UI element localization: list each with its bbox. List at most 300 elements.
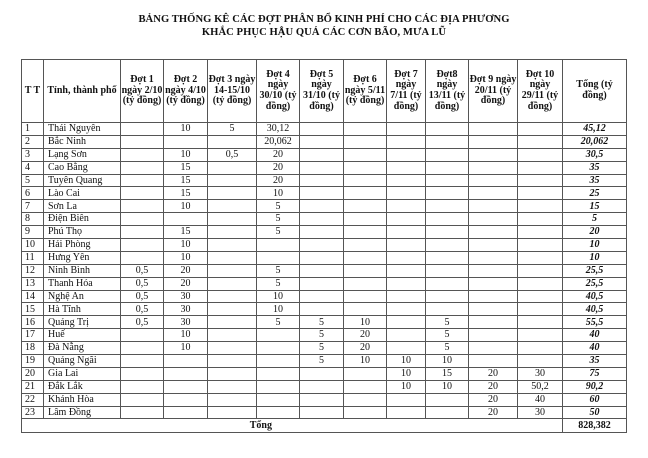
header-row (22, 60, 627, 123)
allocation-d3 (208, 187, 257, 200)
allocation-d9 (469, 226, 518, 239)
allocation-d4: 30,12 (257, 123, 300, 136)
row-number: 7 (22, 200, 44, 213)
allocation-d2: 30 (164, 316, 208, 329)
allocation-d7 (387, 174, 426, 187)
table-row (22, 200, 627, 213)
allocation-d6 (344, 135, 387, 148)
allocation-d7 (387, 161, 426, 174)
allocation-d6 (344, 174, 387, 187)
header-d9: Đợt 9 ngày 20/11 (tỷ đồng) (469, 60, 518, 123)
header-province: Tỉnh, thành phố (44, 60, 121, 123)
allocation-d10 (518, 226, 563, 239)
header-d5: Đợt 5 ngày 31/10 (tỷ đồng) (300, 60, 344, 123)
allocation-d9 (469, 342, 518, 355)
allocation-d2: 15 (164, 226, 208, 239)
allocation-d3 (208, 303, 257, 316)
table-row (22, 329, 627, 342)
allocation-d10 (518, 329, 563, 342)
province-name: Ninh Bình (44, 264, 121, 277)
row-number: 20 (22, 367, 44, 380)
province-name: Quảng Ngãi (44, 355, 121, 368)
allocation-d4: 20,062 (257, 135, 300, 148)
allocation-d3 (208, 200, 257, 213)
province-name: Thái Nguyên (44, 123, 121, 136)
allocation-d9: 20 (469, 380, 518, 393)
allocation-d3 (208, 406, 257, 419)
allocation-d4: 5 (257, 226, 300, 239)
row-total: 75 (563, 367, 627, 380)
table-row (22, 135, 627, 148)
allocation-d2 (164, 367, 208, 380)
allocation-d6 (344, 123, 387, 136)
row-number: 17 (22, 329, 44, 342)
province-name: Lào Cai (44, 187, 121, 200)
allocation-d7 (387, 226, 426, 239)
allocation-d5: 5 (300, 342, 344, 355)
allocation-d3 (208, 355, 257, 368)
allocation-d7 (387, 239, 426, 252)
province-name: Huế (44, 329, 121, 342)
allocation-d2: 10 (164, 342, 208, 355)
allocation-d5 (300, 161, 344, 174)
table-row (22, 148, 627, 161)
allocation-d10: 50,2 (518, 380, 563, 393)
allocation-d5 (300, 406, 344, 419)
allocation-d9 (469, 303, 518, 316)
table-row (22, 303, 627, 316)
allocation-d10 (518, 277, 563, 290)
row-number: 21 (22, 380, 44, 393)
table-row (22, 393, 627, 406)
row-total: 20 (563, 226, 627, 239)
allocation-d8 (426, 161, 469, 174)
allocation-d10 (518, 264, 563, 277)
allocation-d9 (469, 123, 518, 136)
allocation-d5: 5 (300, 329, 344, 342)
allocation-d7 (387, 135, 426, 148)
allocation-d8: 5 (426, 342, 469, 355)
province-name: Lâm Đồng (44, 406, 121, 419)
allocation-d9: 20 (469, 367, 518, 380)
row-total: 35 (563, 161, 627, 174)
allocation-d5 (300, 251, 344, 264)
row-number: 8 (22, 213, 44, 226)
allocation-d3 (208, 264, 257, 277)
allocation-d5 (300, 123, 344, 136)
allocation-d3 (208, 213, 257, 226)
allocation-d7 (387, 187, 426, 200)
allocation-d4 (257, 380, 300, 393)
allocation-d5 (300, 264, 344, 277)
allocation-d2: 10 (164, 239, 208, 252)
allocation-d2: 20 (164, 277, 208, 290)
allocation-d6 (344, 239, 387, 252)
allocation-d7: 10 (387, 355, 426, 368)
header-d4: Đợt 4 ngày 30/10 (tỷ đồng) (257, 60, 300, 123)
table-row (22, 316, 627, 329)
allocation-d6 (344, 187, 387, 200)
province-name: Nghệ An (44, 290, 121, 303)
allocation-d9 (469, 355, 518, 368)
allocation-d2: 10 (164, 329, 208, 342)
row-total: 50 (563, 406, 627, 419)
allocation-d1 (121, 135, 164, 148)
allocation-d6: 20 (344, 329, 387, 342)
row-number: 22 (22, 393, 44, 406)
row-total: 15 (563, 200, 627, 213)
allocation-d8 (426, 213, 469, 226)
table-row (22, 226, 627, 239)
row-number: 1 (22, 123, 44, 136)
allocation-d3 (208, 174, 257, 187)
allocation-d7: 10 (387, 380, 426, 393)
allocation-d8: 10 (426, 355, 469, 368)
allocation-d1 (121, 380, 164, 393)
allocation-d6 (344, 367, 387, 380)
allocation-d10 (518, 200, 563, 213)
row-total: 5 (563, 213, 627, 226)
row-number: 23 (22, 406, 44, 419)
allocation-d2: 30 (164, 303, 208, 316)
summary-label: Tổng (22, 419, 563, 433)
row-total: 55,5 (563, 316, 627, 329)
allocation-d2 (164, 213, 208, 226)
allocation-d2: 10 (164, 251, 208, 264)
allocation-d10 (518, 239, 563, 252)
allocation-d6 (344, 380, 387, 393)
province-name: Đà Nẵng (44, 342, 121, 355)
allocation-d1: 0,5 (121, 277, 164, 290)
row-total: 25,5 (563, 264, 627, 277)
row-total: 20,062 (563, 135, 627, 148)
row-number: 3 (22, 148, 44, 161)
table-row (22, 406, 627, 419)
table-row (22, 355, 627, 368)
allocation-d10 (518, 174, 563, 187)
allocation-d10 (518, 290, 563, 303)
allocation-d2 (164, 406, 208, 419)
allocation-d4 (257, 367, 300, 380)
allocation-d5 (300, 135, 344, 148)
allocation-d4: 5 (257, 277, 300, 290)
row-total: 40 (563, 329, 627, 342)
allocation-d10 (518, 123, 563, 136)
header-d2: Đợt 2 ngày 4/10 (tỷ đồng) (164, 60, 208, 123)
province-name: Lạng Sơn (44, 148, 121, 161)
header-total: Tổng (tỷ đồng) (563, 60, 627, 123)
allocation-d1 (121, 187, 164, 200)
allocation-d1 (121, 393, 164, 406)
allocation-d8 (426, 135, 469, 148)
province-name: Bắc Ninh (44, 135, 121, 148)
province-name: Cao Bằng (44, 161, 121, 174)
allocation-d9 (469, 264, 518, 277)
allocation-d9 (469, 329, 518, 342)
allocation-d5 (300, 290, 344, 303)
province-name: Phú Thọ (44, 226, 121, 239)
allocation-d4: 5 (257, 213, 300, 226)
allocation-d2: 10 (164, 148, 208, 161)
allocation-d9 (469, 213, 518, 226)
allocation-d10: 40 (518, 393, 563, 406)
allocation-d7 (387, 316, 426, 329)
table-row (22, 161, 627, 174)
table-row (22, 251, 627, 264)
allocation-d6: 10 (344, 316, 387, 329)
allocation-d4: 20 (257, 148, 300, 161)
allocation-d4 (257, 342, 300, 355)
province-name: Đắk Lắk (44, 380, 121, 393)
allocation-d5 (300, 277, 344, 290)
province-name: Hà Tĩnh (44, 303, 121, 316)
allocation-d1 (121, 251, 164, 264)
allocation-d8 (426, 200, 469, 213)
header-d6: Đợt 6 ngày 5/11 (tỷ đồng) (344, 60, 387, 123)
province-name: Điện Biên (44, 213, 121, 226)
row-total: 30,5 (563, 148, 627, 161)
allocation-d1: 0,5 (121, 264, 164, 277)
province-name: Khánh Hòa (44, 393, 121, 406)
allocation-d6 (344, 148, 387, 161)
allocation-d10: 30 (518, 367, 563, 380)
allocation-d10 (518, 161, 563, 174)
allocation-d6 (344, 303, 387, 316)
allocation-d8 (426, 187, 469, 200)
table-row (22, 264, 627, 277)
allocation-d4: 20 (257, 174, 300, 187)
allocation-d8 (426, 174, 469, 187)
allocation-d6 (344, 393, 387, 406)
allocation-d5 (300, 174, 344, 187)
allocation-d9 (469, 251, 518, 264)
allocation-d2: 15 (164, 161, 208, 174)
allocation-d3 (208, 342, 257, 355)
allocation-d7 (387, 200, 426, 213)
allocation-d7 (387, 123, 426, 136)
province-name: Tuyên Quang (44, 174, 121, 187)
table-row (22, 174, 627, 187)
allocation-d4: 10 (257, 290, 300, 303)
allocation-d8 (426, 290, 469, 303)
allocation-d9 (469, 290, 518, 303)
allocation-d8 (426, 277, 469, 290)
allocation-d10 (518, 303, 563, 316)
row-number: 13 (22, 277, 44, 290)
row-number: 19 (22, 355, 44, 368)
allocation-d7 (387, 393, 426, 406)
allocation-table (21, 59, 627, 433)
allocation-d10 (518, 148, 563, 161)
allocation-d1: 0,5 (121, 303, 164, 316)
row-total: 10 (563, 251, 627, 264)
allocation-d9 (469, 161, 518, 174)
allocation-d1 (121, 226, 164, 239)
allocation-d10 (518, 213, 563, 226)
allocation-d9 (469, 148, 518, 161)
allocation-d3 (208, 239, 257, 252)
allocation-d7 (387, 329, 426, 342)
allocation-d9 (469, 174, 518, 187)
allocation-d6 (344, 264, 387, 277)
allocation-d5 (300, 303, 344, 316)
allocation-d1 (121, 355, 164, 368)
allocation-d1 (121, 174, 164, 187)
allocation-d7 (387, 277, 426, 290)
row-number: 11 (22, 251, 44, 264)
allocation-d10 (518, 342, 563, 355)
allocation-d3 (208, 380, 257, 393)
allocation-d2 (164, 380, 208, 393)
row-number: 5 (22, 174, 44, 187)
allocation-d3 (208, 251, 257, 264)
table-row (22, 123, 627, 136)
allocation-d10 (518, 316, 563, 329)
allocation-d7: 10 (387, 367, 426, 380)
allocation-d5 (300, 226, 344, 239)
allocation-d7 (387, 406, 426, 419)
allocation-d2: 10 (164, 123, 208, 136)
header-d3: Đợt 3 ngày 14-15/10 (tỷ đồng) (208, 60, 257, 123)
allocation-d6 (344, 213, 387, 226)
row-number: 15 (22, 303, 44, 316)
allocation-d10 (518, 135, 563, 148)
allocation-d5: 5 (300, 355, 344, 368)
allocation-d4: 10 (257, 303, 300, 316)
allocation-d4 (257, 329, 300, 342)
row-total: 60 (563, 393, 627, 406)
allocation-d10: 30 (518, 406, 563, 419)
allocation-d9 (469, 239, 518, 252)
table-row (22, 342, 627, 355)
allocation-d4 (257, 355, 300, 368)
allocation-d9 (469, 316, 518, 329)
allocation-d7 (387, 251, 426, 264)
allocation-d2: 20 (164, 264, 208, 277)
allocation-d1: 0,5 (121, 290, 164, 303)
row-total: 10 (563, 239, 627, 252)
allocation-d2 (164, 393, 208, 406)
allocation-d6 (344, 277, 387, 290)
allocation-d5 (300, 393, 344, 406)
allocation-d8: 10 (426, 380, 469, 393)
row-total: 45,12 (563, 123, 627, 136)
allocation-d8 (426, 406, 469, 419)
allocation-d7 (387, 213, 426, 226)
allocation-d8 (426, 393, 469, 406)
allocation-d5 (300, 367, 344, 380)
allocation-d8 (426, 251, 469, 264)
allocation-d3 (208, 367, 257, 380)
table-row (22, 290, 627, 303)
table-row (22, 277, 627, 290)
allocation-d6 (344, 200, 387, 213)
allocation-d3 (208, 290, 257, 303)
allocation-d8: 5 (426, 329, 469, 342)
allocation-d1 (121, 213, 164, 226)
allocation-d8 (426, 148, 469, 161)
row-number: 12 (22, 264, 44, 277)
allocation-d5 (300, 380, 344, 393)
allocation-d4: 5 (257, 316, 300, 329)
allocation-d7 (387, 264, 426, 277)
row-total: 25,5 (563, 277, 627, 290)
row-total: 35 (563, 355, 627, 368)
allocation-d3 (208, 316, 257, 329)
row-total: 40,5 (563, 303, 627, 316)
allocation-d8 (426, 123, 469, 136)
allocation-d4 (257, 406, 300, 419)
allocation-d4: 20 (257, 161, 300, 174)
table-row (22, 213, 627, 226)
row-total: 25 (563, 187, 627, 200)
allocation-d5 (300, 239, 344, 252)
row-number: 9 (22, 226, 44, 239)
row-number: 4 (22, 161, 44, 174)
allocation-d6 (344, 290, 387, 303)
allocation-d9 (469, 200, 518, 213)
document-title (0, 13, 648, 39)
summary-value: 828,382 (563, 419, 627, 433)
allocation-d3 (208, 135, 257, 148)
allocation-d9 (469, 277, 518, 290)
header-d8: Đợt8 ngày 13/11 (tỷ đồng) (426, 60, 469, 123)
allocation-d8 (426, 303, 469, 316)
allocation-d1 (121, 367, 164, 380)
allocation-d9 (469, 135, 518, 148)
allocation-d7 (387, 342, 426, 355)
allocation-d2 (164, 355, 208, 368)
header-d10: Đợt 10 ngày 29/11 (tỷ đồng) (518, 60, 563, 123)
row-total: 40,5 (563, 290, 627, 303)
allocation-d6: 20 (344, 342, 387, 355)
allocation-d3 (208, 329, 257, 342)
header-d7: Đợt 7 ngày 7/11 (tỷ đồng) (387, 60, 426, 123)
allocation-d1 (121, 329, 164, 342)
allocation-d3 (208, 277, 257, 290)
province-name: Hải Phòng (44, 239, 121, 252)
row-total: 40 (563, 342, 627, 355)
table-row (22, 187, 627, 200)
allocation-d3: 0,5 (208, 148, 257, 161)
table-row (22, 239, 627, 252)
allocation-d6 (344, 251, 387, 264)
province-name: Quảng Trị (44, 316, 121, 329)
allocation-d9: 20 (469, 393, 518, 406)
allocation-d10 (518, 251, 563, 264)
allocation-d1 (121, 200, 164, 213)
province-name: Sơn La (44, 200, 121, 213)
allocation-d6: 10 (344, 355, 387, 368)
allocation-d3: 5 (208, 123, 257, 136)
allocation-d9 (469, 187, 518, 200)
row-number: 16 (22, 316, 44, 329)
province-name: Thanh Hóa (44, 277, 121, 290)
allocation-d3 (208, 161, 257, 174)
header-tt: T T (22, 60, 44, 123)
allocation-d5 (300, 187, 344, 200)
allocation-d2: 30 (164, 290, 208, 303)
allocation-d3 (208, 393, 257, 406)
summary-row (22, 419, 627, 433)
row-number: 18 (22, 342, 44, 355)
allocation-d4: 10 (257, 187, 300, 200)
allocation-d1 (121, 239, 164, 252)
allocation-d3 (208, 226, 257, 239)
allocation-d1 (121, 123, 164, 136)
allocation-d6 (344, 406, 387, 419)
table-row (22, 367, 627, 380)
